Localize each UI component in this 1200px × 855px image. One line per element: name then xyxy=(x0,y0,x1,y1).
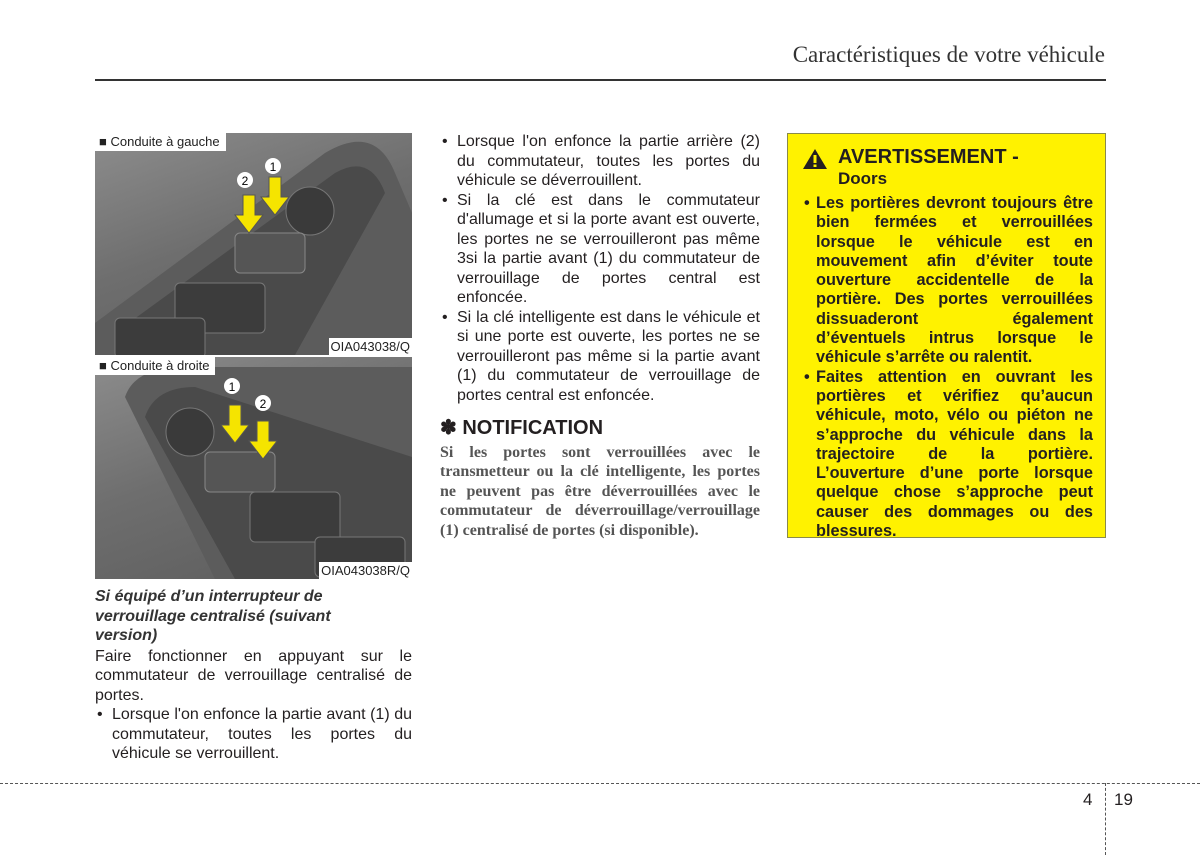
middle-column xyxy=(440,132,760,540)
list-item: • Si la clé intelligente est dans le véhicule et si une porte est ouverte, les portes ne se verrouilleront pas même si la partie avant (1) du commutateur de verrouillage de portes central est enfoncée. xyxy=(440,308,760,406)
list-item: • Lorsque l'on enfonce la partie arrière (2) du commutateur, toutes les portes du véhicule se déverrouillent. xyxy=(440,132,760,191)
figure-code: OIA043038R/Q xyxy=(321,563,410,578)
list-item: • Si la clé est dans le commutateur d'allumage et si la porte avant est ouverte, les portes ne se verrouilleront pas même 3si la partie avant (1) du commutateur de verrouillage de portes central est enfoncée. xyxy=(440,191,760,308)
figure-code: OIA043038/Q xyxy=(330,339,410,354)
chapter-number: 4 xyxy=(1083,790,1093,809)
svg-text:2: 2 xyxy=(241,174,249,188)
warning-title: AVERTISSEMENT - xyxy=(838,146,1019,168)
warning-subtitle: Doors xyxy=(838,169,888,188)
footer-vertical-rule xyxy=(1105,783,1106,855)
list-item: • Faites attention en ouvrant les portières et vérifiez qu’aucun véhicule, moto, vélo ou piéton ne s’approche du véhicule dans la trajectoire de la portière. L’ouverture d’une porte lorsque quelque chose s’approche peut causer des dommages ou des blessures. xyxy=(802,368,1093,542)
notification-text: Si les portes sont verrouillées avec le transmetteur ou la clé intelligente, les portes ne peuvent pas être déverrouillées avec le commutateur de déverrouillage/verrouillage (1) centralisé de portes (si disponible). xyxy=(440,443,760,539)
figure-left-hand-drive xyxy=(95,133,412,355)
intro-paragraph: Faire fonctionner en appuyant sur le commutateur de verrouillage centralisé de portes. xyxy=(95,647,412,704)
section-subheading: Si équipé d’un interrupteur de verrouillage centralisé (suivant version) xyxy=(95,588,331,644)
left-column xyxy=(95,587,412,764)
figure-right-hand-drive xyxy=(95,357,412,579)
header-rule xyxy=(95,79,1106,81)
warning-triangle-icon xyxy=(802,148,828,170)
page-header-title: Caractéristiques de votre véhicule xyxy=(792,42,1105,67)
warning-heading xyxy=(802,146,1093,190)
svg-text:1: 1 xyxy=(269,160,277,174)
door-switch-illustration xyxy=(95,357,412,579)
figure-label: ■ Conduite à gauche xyxy=(95,133,226,151)
warning-box xyxy=(787,133,1106,541)
page-number: 19 xyxy=(1114,790,1133,809)
svg-text:1: 1 xyxy=(228,380,236,394)
figure-label: ■ Conduite à droite xyxy=(95,357,215,375)
list-item: • Les portières devront toujours être bien fermées et verrouillées lorsque le véhicule est en mouvement afin d’éviter toute ouverture accidentelle de la portière. Des portes verrouillées dissuaderont également d’éventuels intrus lorsque le véhicule s’arrête ou ralentit. xyxy=(802,194,1093,368)
footer-dashed-rule xyxy=(0,783,1200,784)
list-item: • Lorsque l'on enfonce la partie avant (1) du commutateur, toutes les portes du véhicule se verrouillent. xyxy=(95,705,412,764)
svg-text:2: 2 xyxy=(259,397,267,411)
door-switch-illustration xyxy=(95,133,412,355)
notification-heading: ✽ NOTIFICATION xyxy=(440,417,604,439)
